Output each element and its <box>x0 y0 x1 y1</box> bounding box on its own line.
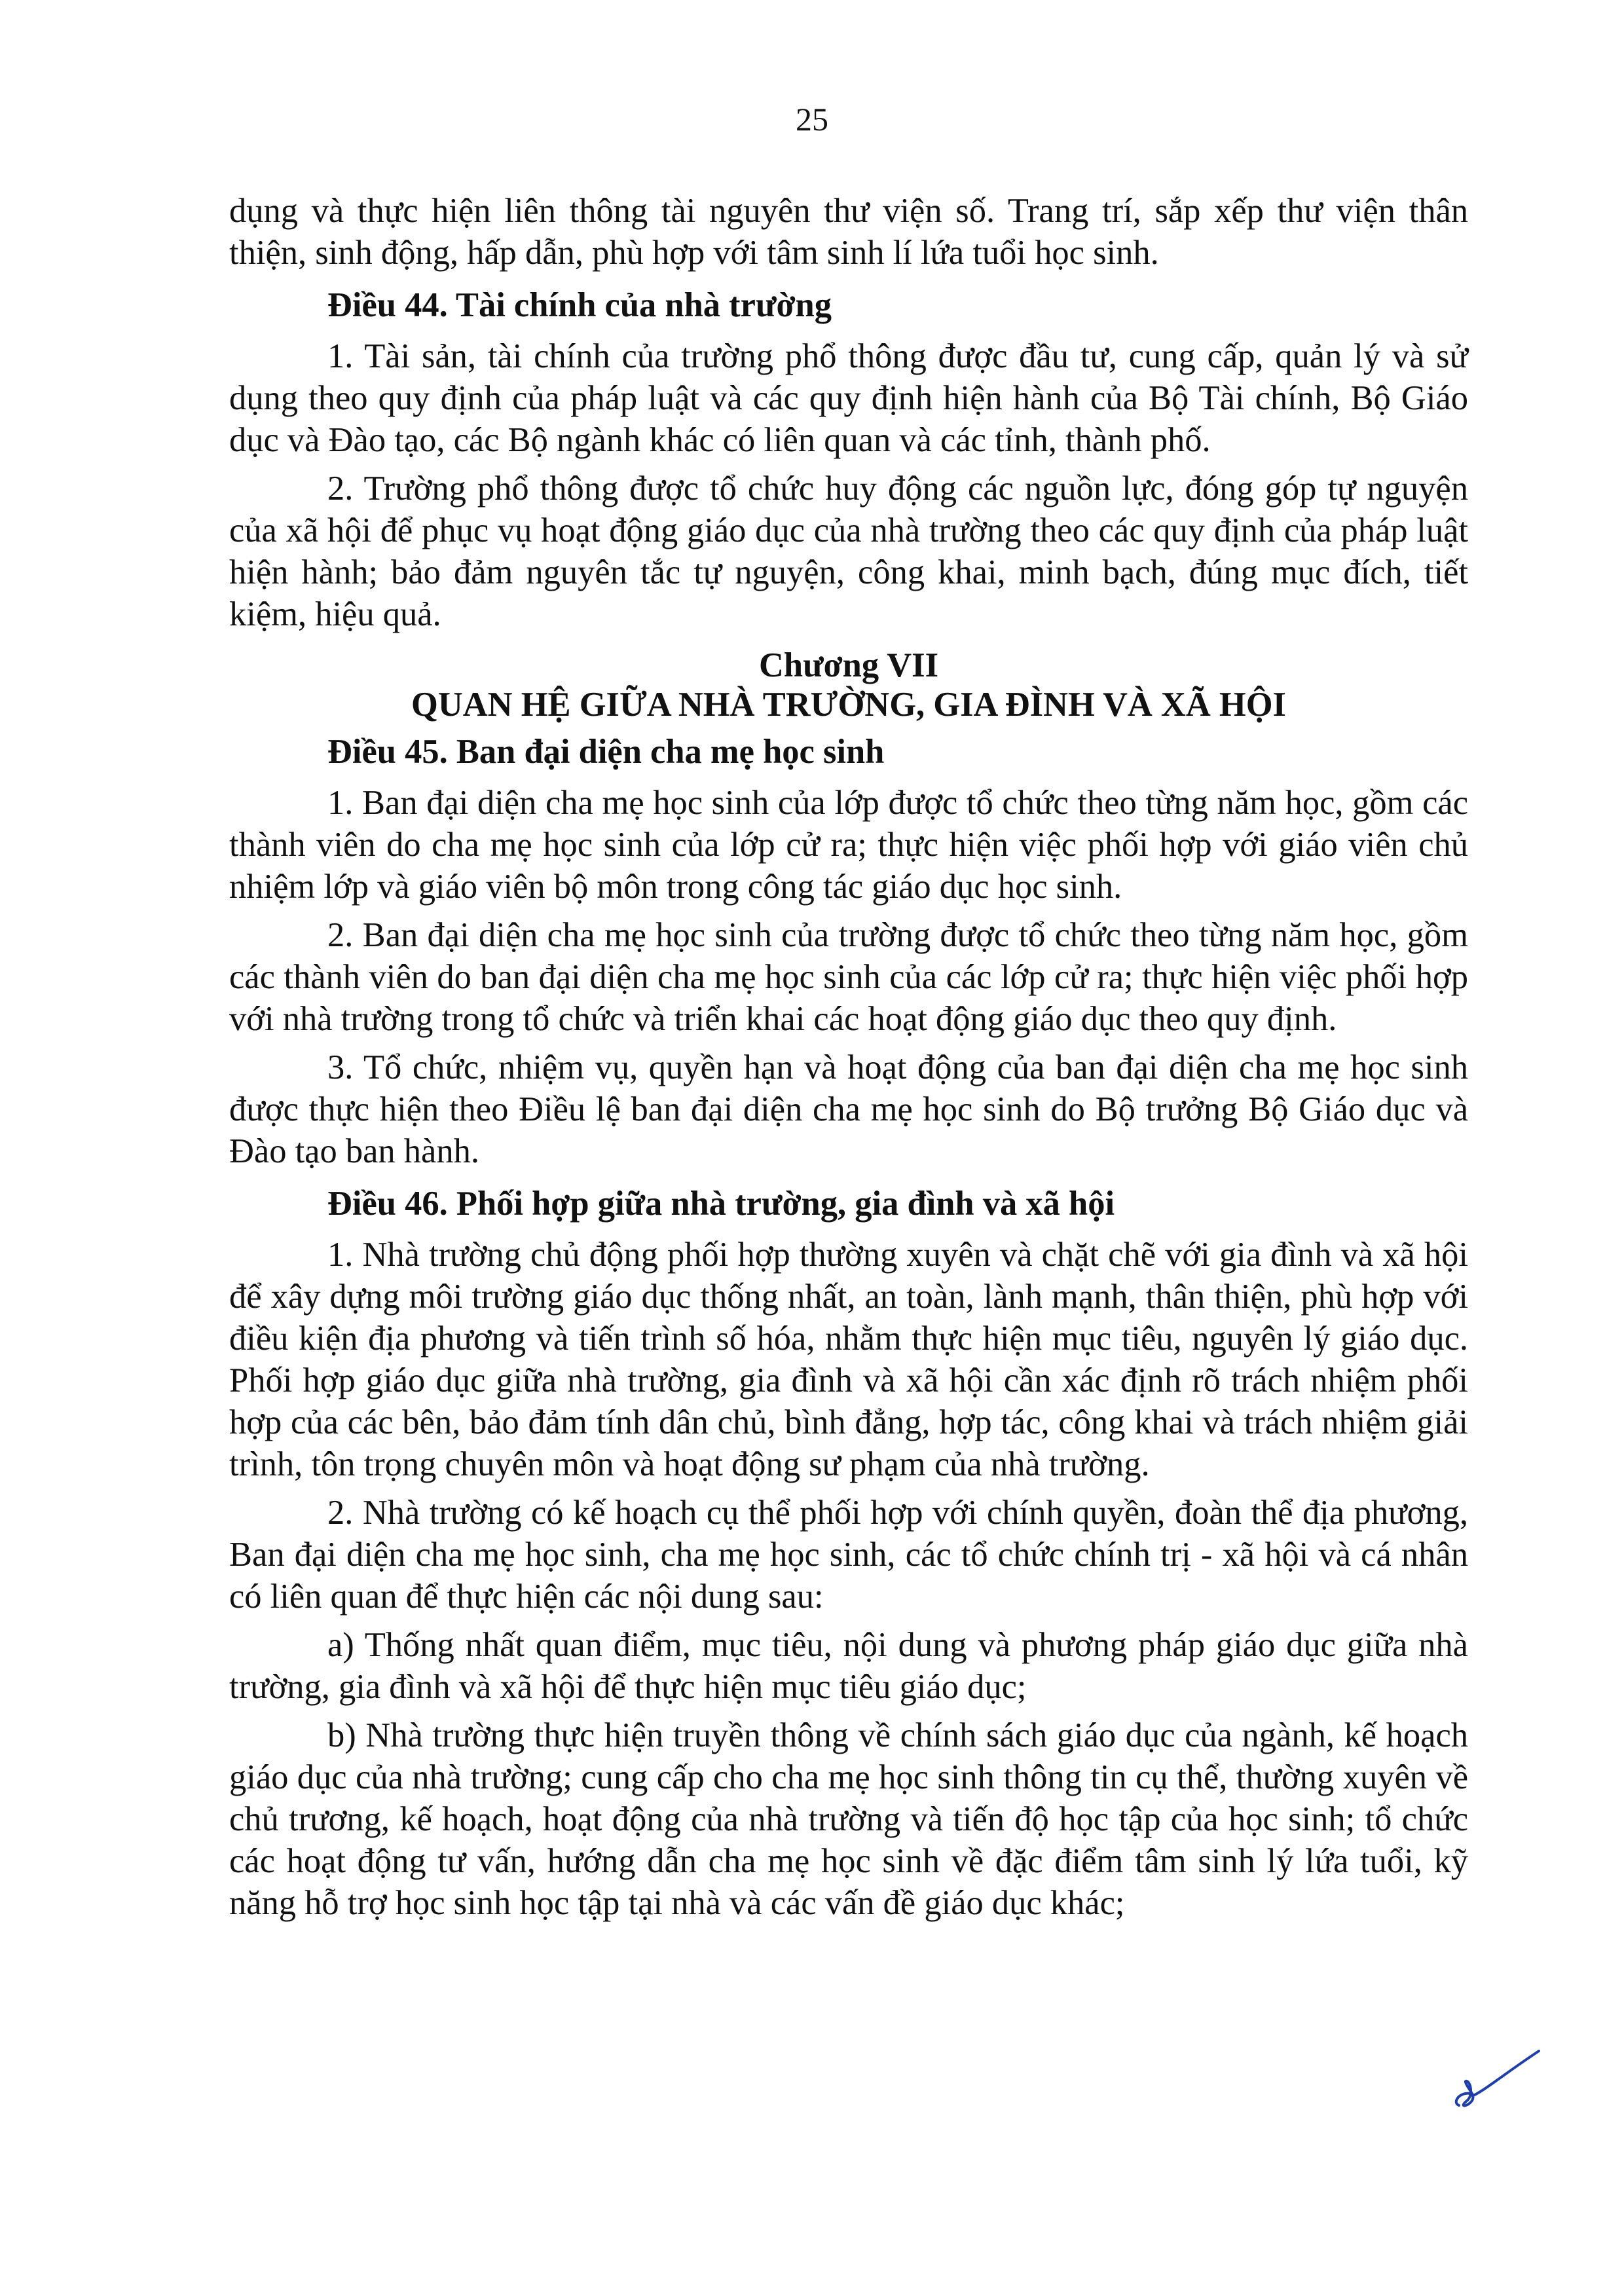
chapter-label: Chương VII <box>758 646 939 684</box>
article-46-item-b: b) Nhà trường thực hiện truyền thông về chính sách giáo dục của ngành, kế hoạch giáo dục của nhà trường; cung cấp cho cha mẹ học sinh thông tin cụ thể, thường xuyên về chủ trương, kế hoạch, hoạt động của nhà trường và tiến độ học tập của học sinh; tổ chức các hoạt động tư vấn, hướng dẫn cha mẹ học sinh về đặc điểm tâm sinh lý lứa tuổi, kỹ năng hỗ trợ học sinh học tập tại nhà và các vấn đề giáo dục khác; <box>229 1716 1468 1922</box>
article-46-item-a: a) Thống nhất quan điểm, mục tiêu, nội dung và phương pháp giáo dục giữa nhà trường, gia đình và xã hội để thực hiện mục tiêu giáo dục; <box>229 1626 1468 1706</box>
chapter-title: QUAN HỆ GIỮA NHÀ TRƯỜNG, GIA ĐÌNH VÀ XÃ HỘI <box>411 686 1286 724</box>
signature-stroke <box>1456 2051 1539 2105</box>
page-number: 25 <box>796 101 828 138</box>
article-45-clause-3: 3. Tổ chức, nhiệm vụ, quyền hạn và hoạt động của ban đại diện cha mẹ học sinh được thực hiện theo Điều lệ ban đại diện cha mẹ học sinh do Bộ trưởng Bộ Giáo dục và Đào tạo ban hành. <box>229 1048 1468 1170</box>
article-44-clause-1: 1. Tài sản, tài chính của trường phổ thông được đầu tư, cung cấp, quản lý và sử dụng theo quy định của pháp luật và các quy định hiện hành của Bộ Tài chính, Bộ Giáo dục và Đào tạo, các Bộ ngành khác có liên quan và các tỉnh, thành phố. <box>229 337 1468 459</box>
document-body <box>229 190 1468 1931</box>
article-46-clause-2: 2. Nhà trường có kế hoạch cụ thể phối hợp với chính quyền, đoàn thể địa phương, Ban đại diện cha mẹ học sinh, cha mẹ học sinh, các tổ chức chính trị - xã hội và cá nhân có liên quan để thực hiện các nội dung sau: <box>229 1494 1468 1616</box>
initials-signature <box>1447 2043 1545 2115</box>
article-45-clause-1: 1. Ban đại diện cha mẹ học sinh của lớp được tổ chức theo từng năm học, gồm các thành viên do cha mẹ học sinh của lớp cử ra; thực hiện việc phối hợp với giáo viên chủ nhiệm lớp và giáo viên bộ môn trong công tác giáo dục học sinh. <box>229 784 1468 906</box>
paragraph-continued: dụng và thực hiện liên thông tài nguyên thư viện số. Trang trí, sắp xếp thư viện thân thiện, sinh động, hấp dẫn, phù hợp với tâm sinh lí lứa tuổi học sinh. <box>229 192 1468 272</box>
article-45-clause-2: 2. Ban đại diện cha mẹ học sinh của trường được tổ chức theo từng năm học, gồm các thành viên do ban đại diện cha mẹ học sinh của các lớp cử ra; thực hiện việc phối hợp với nhà trường trong tổ chức và triển khai các hoạt động giáo dục theo quy định. <box>229 916 1468 1038</box>
article-44-clause-2: 2. Trường phổ thông được tổ chức huy động các nguồn lực, đóng góp tự nguyện của xã hội để phục vụ hoạt động giáo dục của nhà trường theo các quy định của pháp luật hiện hành; bảo đảm nguyên tắc tự nguyện, công khai, minh bạch, đúng mục đích, tiết kiệm, hiệu quả. <box>229 470 1468 633</box>
article-46-heading: Điều 46. Phối hợp giữa nhà trường, gia đình và xã hội <box>327 1185 1115 1223</box>
article-45-heading: Điều 45. Ban đại diện cha mẹ học sinh <box>327 733 885 771</box>
article-44-heading: Điều 44. Tài chính của nhà trường <box>327 286 832 324</box>
article-46-clause-1: 1. Nhà trường chủ động phối hợp thường xuyên và chặt chẽ với gia đình và xã hội để xây dựng môi trường giáo dục thống nhất, an toàn, lành mạnh, thân thiện, phù hợp với điều kiện địa phương và tiến trình số hóa, nhằm thực hiện mục tiêu, nguyên lý giáo dục. Phối hợp giáo dục giữa nhà trường, gia đình và xã hội cần xác định rõ trách nhiệm phối hợp của các bên, bảo đảm tính dân chủ, bình đẳng, hợp tác, công khai và trách nhiệm giải trình, tôn trọng chuyên môn và hoạt động sư phạm của nhà trường. <box>229 1236 1468 1483</box>
